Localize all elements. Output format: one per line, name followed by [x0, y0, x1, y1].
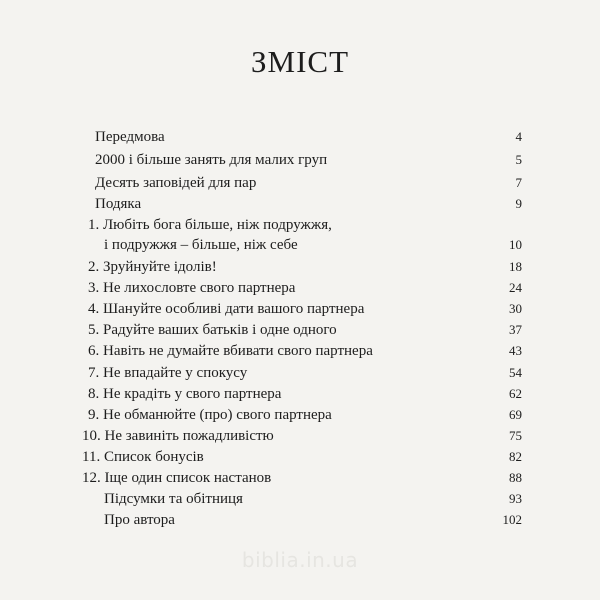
toc-entry-page: 69	[509, 407, 522, 422]
toc-entry-title: 9. Не обманюйте (про) свого партнера	[88, 407, 332, 423]
toc-entry-title: Подяка	[95, 196, 142, 212]
toc-entry-page: 82	[509, 449, 522, 464]
toc-entry-title: 6. Навіть не думайте вбивати свого партнера	[88, 343, 373, 359]
toc-entry-title: Про автора	[104, 512, 175, 528]
toc-entry-title: 4. Шануйте особливі дати вашого партнера	[88, 301, 365, 317]
toc-entry-page: 18	[509, 259, 522, 274]
toc-entry-page: 43	[509, 343, 522, 358]
toc-entry-page: 102	[502, 512, 522, 527]
toc-entry-title: 11. Список бонусів	[82, 449, 204, 465]
toc-entry-title: Передмова	[95, 129, 165, 145]
toc-entry	[0, 172, 600, 194]
toc-entry-page: 88	[509, 470, 522, 485]
toc-entry-title: 5. Радуйте ваших батьків і одне одного	[88, 322, 337, 338]
toc-entry-page: 4	[515, 129, 522, 144]
toc-entry	[0, 467, 600, 489]
toc-entry	[0, 319, 600, 341]
toc-entry	[0, 298, 600, 320]
toc-entry-title: 1. Любіть бога більше, ніж подружжя,	[88, 217, 332, 233]
toc-entry-title: 8. Не крадіть у свого партнера	[88, 386, 282, 402]
toc-entry-page: 24	[509, 280, 522, 295]
toc-entry	[0, 256, 600, 278]
watermark: biblia.in.ua	[241, 548, 359, 572]
toc-entry	[0, 362, 600, 384]
toc-entry	[0, 509, 600, 531]
toc-entry-title: 10. Не завиніть пожадливістю	[82, 428, 274, 444]
page-title: ЗМІСТ	[250, 44, 350, 79]
toc-entry	[0, 488, 600, 510]
toc-entry	[0, 340, 600, 362]
toc-entry-title: Підсумки та обітниця	[104, 491, 243, 507]
toc-entry	[0, 149, 600, 171]
toc-entry-title: 7. Не впадайте у спокусу	[88, 365, 248, 381]
toc-entry-title: 2000 і більше занять для малих груп	[95, 152, 328, 168]
toc-entry	[0, 425, 600, 447]
toc-entry-page: 62	[509, 386, 522, 401]
toc-entry-page: 5	[515, 152, 522, 167]
toc-entry-title: 3. Не лихословте свого партнера	[88, 280, 296, 296]
toc-entry	[0, 214, 600, 236]
toc-entry	[0, 383, 600, 405]
toc-entry-title: 12. Іще один список настанов	[82, 470, 272, 486]
toc-entry-page: 10	[509, 237, 522, 252]
toc-entry-page: 37	[509, 322, 522, 337]
toc-entry-page: 75	[509, 428, 522, 443]
toc-entry	[0, 446, 600, 468]
toc-entry-page: 54	[509, 365, 522, 380]
toc-entry-page: 93	[509, 491, 522, 506]
toc-entry	[0, 126, 600, 148]
toc-entry	[0, 277, 600, 299]
toc-entry-page: 7	[515, 175, 522, 190]
toc-entry-title: і подружжя – більше, ніж себе	[104, 237, 298, 253]
toc-entry-title: 2. Зруйнуйте ідолів!	[88, 259, 217, 275]
toc-entry	[0, 404, 600, 426]
toc-entry	[0, 234, 600, 256]
toc-entry-page: 30	[509, 301, 522, 316]
toc-entry	[0, 193, 600, 215]
toc-entry-title: Десять заповідей для пар	[95, 175, 257, 191]
toc-entry-page: 9	[515, 196, 522, 211]
